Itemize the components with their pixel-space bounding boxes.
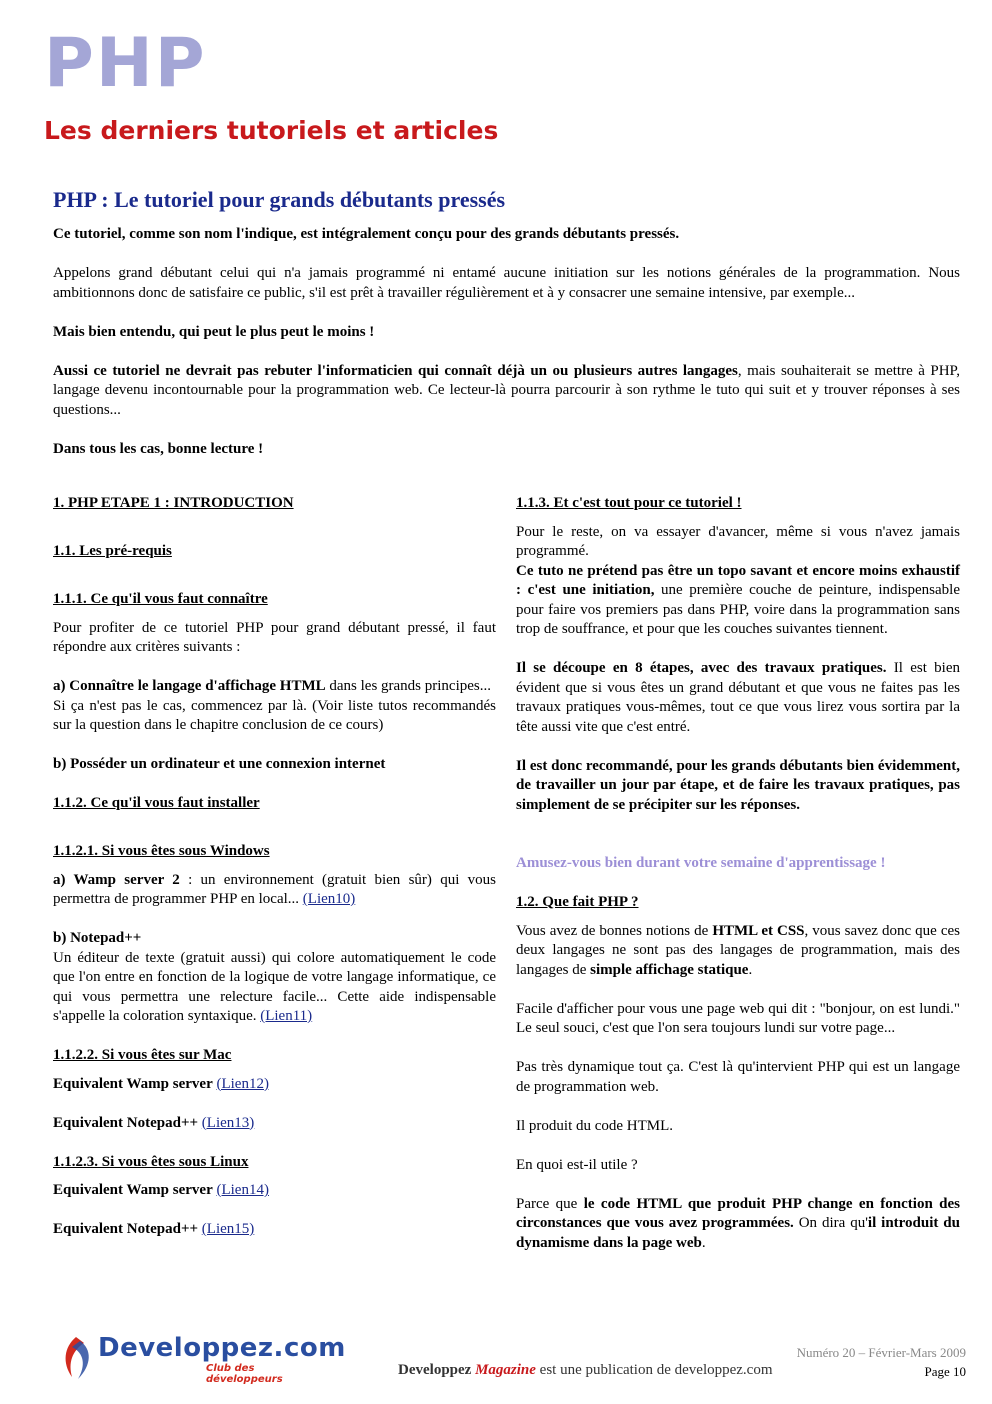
criterion-a xyxy=(53,677,496,736)
right-p3-rest: Il est bien évident que si vous êtes un grand débutant et que vous ne faites pas les travaux pratiques vous-mêmes, tout ce que vous lirez vous sortira par la tête aussi vite que c'est entré. xyxy=(516,660,960,735)
what-php-paragraph-5: En quoi est-il utile ? xyxy=(516,1156,638,1173)
heading-1-1: 1.1. Les pré-requis xyxy=(53,543,172,559)
notepad-text: Un éditeur de texte (gratuit aussi) qui colore automatiquement le code que l'on entre en fonction de la logique de votre langage informatique, ce qui vous permettra une relecture facile... Cette aide indispensable s'appelle la coloration syntaxique. xyxy=(53,949,496,1024)
q1d: simple affichage statique xyxy=(590,961,749,978)
what-php-paragraph-4: Il produit du code HTML. xyxy=(516,1117,674,1134)
criterion-a-note: Si ça n'est pas le cas, commencez par là. (Voir liste tutos recommandés sur la question dans le chapitre conclusion de ce cours) xyxy=(53,697,496,733)
heading-1-1-2: 1.1.2. Ce qu'il vous faut installer xyxy=(53,795,260,811)
linux-wamp xyxy=(53,1181,496,1201)
intro-p3-bold: Aussi ce tutoriel ne devrait pas rebuter l'informaticien qui connaît déjà un ou plusieurs autres langages xyxy=(53,362,738,379)
notepad-bold: b) Notepad++ xyxy=(53,930,142,946)
lien11-link[interactable]: (Lien11) xyxy=(260,1008,313,1024)
intro-paragraph-3 xyxy=(53,362,960,421)
heading-1-1-2-1: 1.1.2.1. Si vous êtes sous Windows xyxy=(53,843,270,859)
notepad-paragraph xyxy=(53,929,496,1027)
accent-line: Amusez-vous bien durant votre semaine d'apprentissage ! xyxy=(516,855,886,871)
heading-1: 1. PHP ETAPE 1 : INTRODUCTION xyxy=(53,495,294,511)
right-paragraph-4: Il est donc recommandé, pour les grands débutants bien évidemment, de travailler un jour par étape, et de faire les travaux pratiques, pas simplement de se précipiter sur les réponses. xyxy=(516,757,960,813)
q6e: . xyxy=(701,1234,706,1251)
mac-wamp-label: Equivalent Wamp server xyxy=(53,1075,213,1092)
section-subtitle: Les derniers tutoriels et articles xyxy=(44,116,499,145)
criterion-a-rest: dans les grands principes... xyxy=(325,678,492,694)
right-paragraph-2 xyxy=(516,562,960,640)
q6a: Parce que xyxy=(516,1195,584,1212)
q6c: On dira qu' xyxy=(793,1215,868,1231)
heading-1-1-3: 1.1.3. Et c'est tout pour ce tutoriel ! xyxy=(516,495,742,511)
q6d: il introduit du dynamisme dans la page web xyxy=(516,1215,960,1251)
linux-wamp-label: Equivalent Wamp server xyxy=(53,1182,213,1198)
logo-text: Developpez.com xyxy=(98,1333,346,1363)
section-title: PHP xyxy=(44,24,207,103)
logo-swoosh-icon xyxy=(58,1333,98,1383)
linux-notepad xyxy=(53,1220,496,1240)
page-number: Page 10 xyxy=(924,1364,966,1379)
article-intro xyxy=(53,225,960,479)
criterion-a-bold: a) Connaître le langage d'affichage HTML xyxy=(53,678,326,694)
right-p2-rest: une première couche de peinture, indispensable pour faire vos premiers pas dans PHP, voire dans la programmation sans trop de souffrance, et pour que les couches suivantes tiennent. xyxy=(516,582,960,637)
mac-notepad-label: Equivalent Notepad++ xyxy=(53,1114,199,1131)
intro-paragraph-4: Dans tous les cas, bonne lecture ! xyxy=(53,440,264,457)
developpez-logo xyxy=(58,1333,346,1385)
pub-magazine: Magazine xyxy=(475,1362,536,1378)
logo-tagline: Club des développeurs xyxy=(206,1363,283,1385)
mac-wamp xyxy=(53,1075,496,1095)
pub-developpez: Developpez xyxy=(398,1362,472,1378)
what-php-paragraph-2: Facile d'afficher pour vous une page web qui dit : "bonjour, on est lundi." Le seul souci, c'est que l'on sera toujours lundi sur votre page... xyxy=(516,1000,960,1036)
lien13-link[interactable]: (Lien13) xyxy=(201,1114,255,1131)
q6b: le code HTML que produit PHP change en fonction des circonstances que vous avez programmées. xyxy=(516,1195,960,1231)
lien10-link[interactable]: (Lien10) xyxy=(302,891,356,907)
heading-1-1-2-2: 1.1.2.2. Si vous êtes sur Mac xyxy=(53,1047,232,1063)
what-php-paragraph-1 xyxy=(516,922,960,981)
heading-1-2: 1.2. Que fait PHP ? xyxy=(516,894,639,910)
right-column xyxy=(516,494,960,1273)
left-column xyxy=(53,494,496,1259)
pub-rest: est une publication de developpez.com xyxy=(535,1362,773,1378)
criterion-b: b) Posséder un ordinateur et une connexion internet xyxy=(53,756,386,772)
q1e: . xyxy=(748,961,753,978)
what-php-paragraph-3: Pas très dynamique tout ça. C'est là qu'intervient PHP qui est un langage de programmation web. xyxy=(516,1059,960,1095)
lien14-link[interactable]: (Lien14) xyxy=(216,1182,269,1198)
intro-paragraph-2: Mais bien entendu, qui peut le plus peut le moins ! xyxy=(53,323,375,340)
wamp-text: : un environnement (gratuit bien sûr) qui vous permettra de programmer PHP en local... xyxy=(53,871,496,907)
right-p3-bold: Il se découpe en 8 étapes, avec des travaux pratiques. xyxy=(516,660,887,676)
lien12-link[interactable]: (Lien12) xyxy=(216,1075,269,1092)
lien15-link[interactable]: (Lien15) xyxy=(201,1221,255,1237)
heading-1-1-2-3: 1.1.2.3. Si vous êtes sous Linux xyxy=(53,1153,249,1170)
right-p2-bold: Ce tuto ne prétend pas être un topo savant et encore moins exhaustif : c'est une initiation, xyxy=(516,562,960,598)
publication-line xyxy=(398,1362,773,1379)
wamp-bold: a) Wamp server 2 xyxy=(53,871,180,888)
lead-paragraph: Ce tutoriel, comme son nom l'indique, est intégralement conçu pour des grands débutants pressés. xyxy=(53,226,680,242)
q1b: HTML et CSS xyxy=(712,922,805,939)
linux-notepad-label: Equivalent Notepad++ xyxy=(53,1221,199,1237)
article-title: PHP : Le tutoriel pour grands débutants pressés xyxy=(53,187,506,212)
heading-1-1-1: 1.1.1. Ce qu'il vous faut connaître xyxy=(53,591,268,607)
issue-number: Numéro 20 – Février-Mars 2009 xyxy=(796,1345,966,1360)
intro-p3-rest: , mais souhaiterait se mettre à PHP, langage devenu incontournable pour la programmation web. Ce lecteur-là pourra parcourir à son rythme le tuto qui suit et y trouver réponses à ses questions... xyxy=(53,362,960,418)
wamp-paragraph xyxy=(53,871,496,910)
q1a: Vous avez de bonnes notions de xyxy=(516,922,713,939)
q1c: , vous savez donc que ces deux langages ne sont pas des langages de programmation, mais des langages de xyxy=(516,922,960,978)
what-php-paragraph-6 xyxy=(516,1195,960,1254)
intro-paragraph-1: Appelons grand débutant celui qui n'a jamais programmé ni entamé aucune initiation sur les notions générales de la programmation. Nous ambitionnons donc de satisfaire ce public, s'il est prêt à travailler régulièrement et à y consacrer une semaine intensive, par exemple... xyxy=(53,265,960,301)
right-paragraph-1: Pour le reste, on va essayer d'avancer, même si vous n'avez jamais programmé. xyxy=(516,523,960,559)
right-paragraph-3 xyxy=(516,659,960,737)
mac-notepad xyxy=(53,1114,496,1134)
paragraph-prerequisites: Pour profiter de ce tutoriel PHP pour grand débutant pressé, il faut répondre aux critères suivants : xyxy=(53,619,496,655)
